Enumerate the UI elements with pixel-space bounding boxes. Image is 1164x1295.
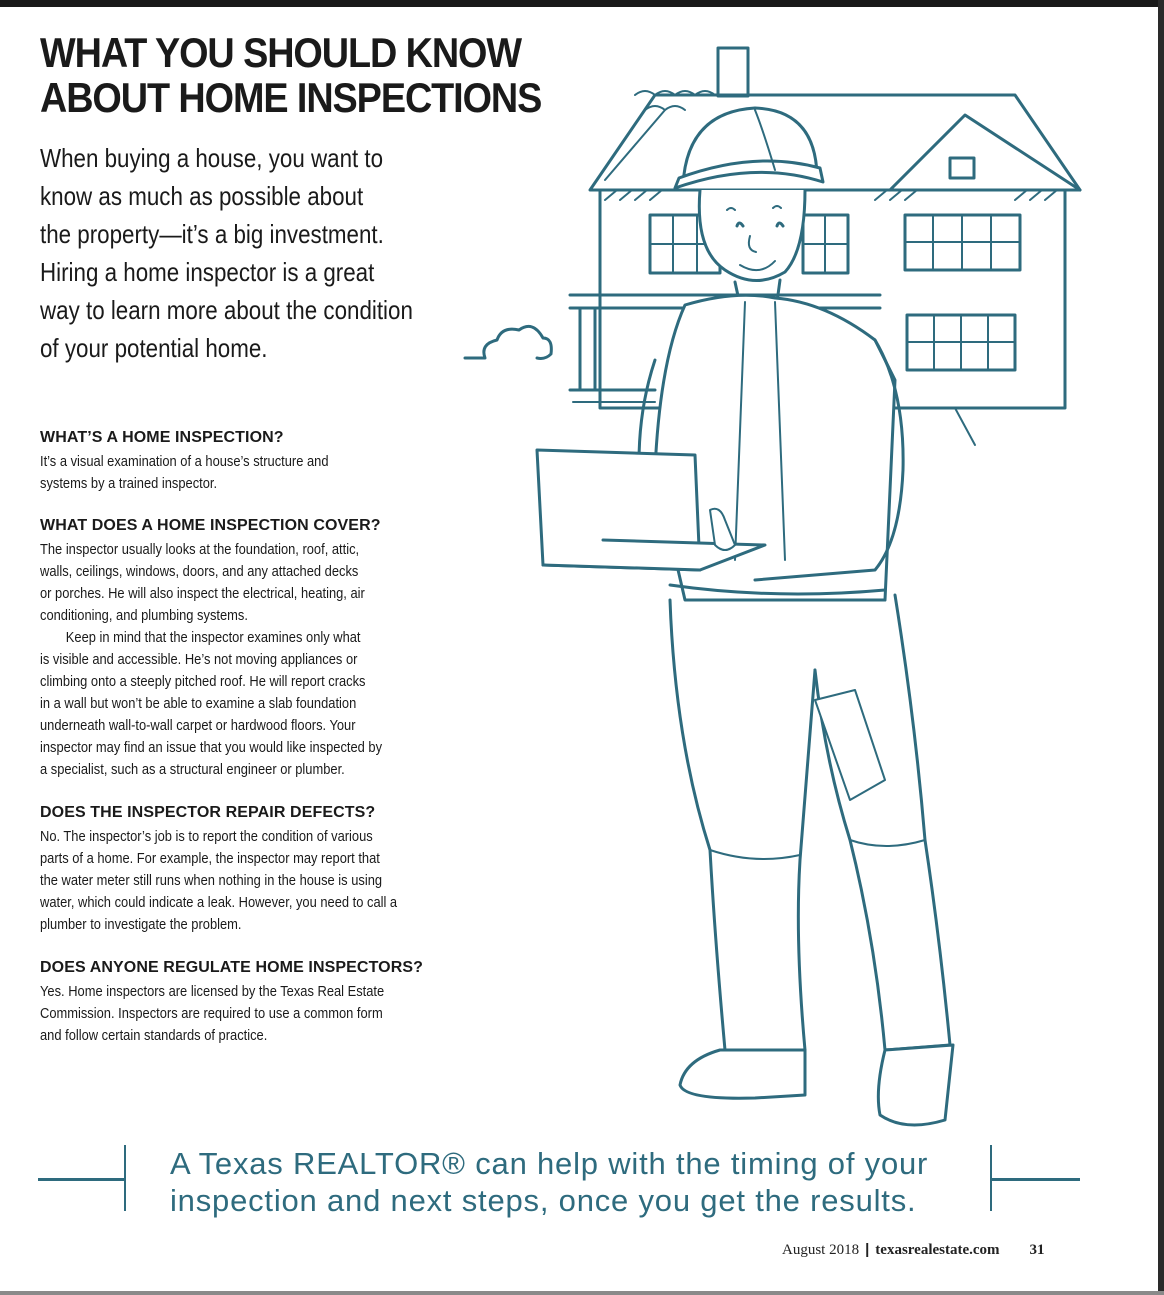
section-line: conditioning, and plumbing systems. [40, 607, 248, 624]
inspector-face [699, 190, 805, 281]
section-regulation [40, 958, 500, 1047]
section-line: water, which could indicate a leak. However, you need to call a [40, 894, 398, 911]
section-line: is visible and accessible. He’s not moving appliances or [40, 651, 358, 668]
page-number: 31 [1029, 1242, 1045, 1258]
section-heading: WHAT DOES A HOME INSPECTION COVER? [40, 517, 381, 534]
realtor-tagline [170, 1145, 970, 1219]
section-line: parts of a home. For example, the inspector may report that [40, 850, 380, 867]
intro-line: know as much as possible about [40, 181, 364, 211]
footer-date: August 2018 [782, 1242, 860, 1258]
section-line: the water meter still runs when nothing in the house is using [40, 872, 383, 889]
intro-paragraph [40, 139, 510, 367]
chimney-shape [718, 48, 748, 96]
tagline-rule-left [38, 1178, 124, 1181]
section-heading: DOES ANYONE REGULATE HOME INSPECTORS? [40, 959, 423, 976]
page-top-border [0, 0, 1164, 7]
house-inspector-illustration [455, 40, 1145, 1140]
house-gable [890, 115, 1080, 190]
section-line: Keep in mind that the inspector examines only what [65, 629, 361, 646]
intro-line: the property—it’s a big investment. [40, 219, 384, 249]
section-line: in a wall but won’t be able to examine a slab foundation [40, 695, 357, 712]
section-line: plumber to investigate the problem. [40, 916, 242, 933]
tagline-line-2: inspection and next steps, once you get the results. [170, 1183, 917, 1218]
footer-site: texasrealestate.com [875, 1242, 1000, 1258]
section-line: underneath wall-to-wall carpet or hardwood floors. Your [40, 717, 356, 734]
inspector-left-boot [680, 1050, 805, 1098]
section-line: It’s a visual examination of a house’s structure and [40, 453, 329, 470]
section-line: walls, ceilings, windows, doors, and any attached decks [40, 563, 359, 580]
section-line: Yes. Home inspectors are licensed by the Texas Real Estate [40, 983, 385, 1000]
section-line: a specialist, such as a structural engineer or plumber. [40, 761, 345, 778]
section-what-is-inspection [40, 428, 500, 495]
section-repair-defects [40, 803, 500, 936]
section-inspection-cover [40, 516, 500, 781]
section-line: No. The inspector’s job is to report the condition of various [40, 828, 373, 845]
intro-line: Hiring a home inspector is a great [40, 257, 375, 287]
section-line: inspector may find an issue that you would like inspected by [40, 739, 383, 756]
intro-line: of your potential home. [40, 333, 268, 363]
section-heading: WHAT’S A HOME INSPECTION? [40, 429, 284, 446]
title-line-1: WHAT YOU SHOULD KNOW [40, 29, 521, 76]
intro-line: When buying a house, you want to [40, 143, 384, 173]
section-line: Commission. Inspectors are required to use a common form [40, 1005, 383, 1022]
section-line: climbing onto a steeply pitched roof. He will report cracks [40, 673, 366, 690]
inspector-right-boot [878, 1045, 953, 1125]
page-footer [782, 1241, 1045, 1259]
title-line-2: ABOUT HOME INSPECTIONS [40, 74, 542, 121]
intro-line: way to learn more about the condition [40, 295, 413, 325]
inspector-right-leg [815, 595, 950, 1050]
tagline-bracket-left [124, 1145, 126, 1211]
section-line: or porches. He will also inspect the electrical, heating, air [40, 585, 365, 602]
section-line: The inspector usually looks at the foundation, roof, attic, [40, 541, 360, 558]
section-line: systems by a trained inspector. [40, 475, 218, 492]
section-line: and follow certain standards of practice. [40, 1027, 268, 1044]
page-bottom-border [0, 1291, 1164, 1295]
inspector-left-leg [670, 600, 815, 1050]
cloud-shape [465, 326, 551, 358]
tagline-rule-right [990, 1178, 1080, 1181]
section-heading: DOES THE INSPECTOR REPAIR DEFECTS? [40, 804, 376, 821]
page-right-border [1158, 0, 1164, 1295]
tagline-line-1: A Texas REALTOR® can help with the timing of your [170, 1146, 929, 1181]
footer-separator: | [865, 1241, 870, 1258]
